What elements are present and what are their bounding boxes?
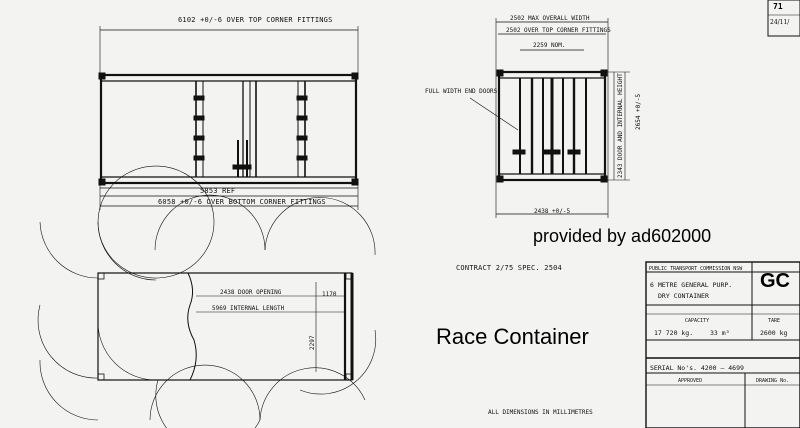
side-ref-dim-label: 5853 REF — [200, 187, 236, 195]
side-bottom-dim-label: 6058 +0/-6 OVER BOTTOM CORNER FITTINGS — [158, 198, 326, 206]
title-code: GC — [760, 270, 790, 292]
tare-value: 2600 kg — [760, 329, 788, 337]
serial-label: SERIAL No's. 4200 — 4699 — [650, 364, 744, 372]
title-org: PUBLIC TRANSPORT COMMISSION NSW — [649, 266, 743, 272]
end-doors-label: FULL WIDTH END DOORS. — [425, 88, 501, 95]
end-top-fittings-label: 2502 OVER TOP CORNER FITTINGS — [506, 27, 611, 34]
plan-height-label: 2297 — [309, 335, 316, 350]
side-top-dim-label: 6102 +0/-6 OVER TOP CORNER FITTINGS — [178, 16, 333, 24]
capacity-weight: 17 720 kg. — [654, 329, 694, 337]
end-max-width-label: 2502 MAX OVERALL WIDTH — [510, 15, 590, 22]
end-nom-label: 2259 NOM. — [533, 42, 566, 49]
side-view — [99, 26, 358, 210]
end-bottom-width-label: 2438 +0/-5 — [534, 208, 571, 215]
capacity-volume: 33 m³ — [710, 329, 730, 337]
internal-length-label: 5969 INTERNAL LENGTH — [212, 305, 285, 312]
watermark-text: provided by ad602000 — [533, 226, 712, 246]
contract-label: CONTRACT 2/75 SPEC. 2504 — [456, 264, 562, 272]
title-desc-1: 6 METRE GENERAL PURP. — [650, 281, 733, 289]
caption-text: Race Container — [436, 324, 589, 349]
drawing-no-label: DRAWING No. — [756, 378, 790, 384]
sheet-date: 24/11/ — [770, 19, 790, 26]
overall-height-label: 2654 +0/-5 — [635, 93, 642, 130]
sheet-number: 71 — [773, 2, 783, 11]
door-opening-label: 2438 DOOR OPENING — [220, 289, 282, 296]
title-desc-2: DRY CONTAINER — [658, 292, 709, 300]
footer-note: ALL DIMENSIONS IN MILLIMETRES — [488, 409, 593, 416]
capacity-label: CAPACITY — [685, 318, 710, 324]
plan-width-label: 1170 — [322, 291, 337, 298]
approved-label: APPROVED — [678, 378, 703, 384]
door-height-label: 2343 DOOR AND INTERNAL HEIGHT — [617, 73, 624, 178]
tare-label: TARE — [768, 318, 781, 324]
